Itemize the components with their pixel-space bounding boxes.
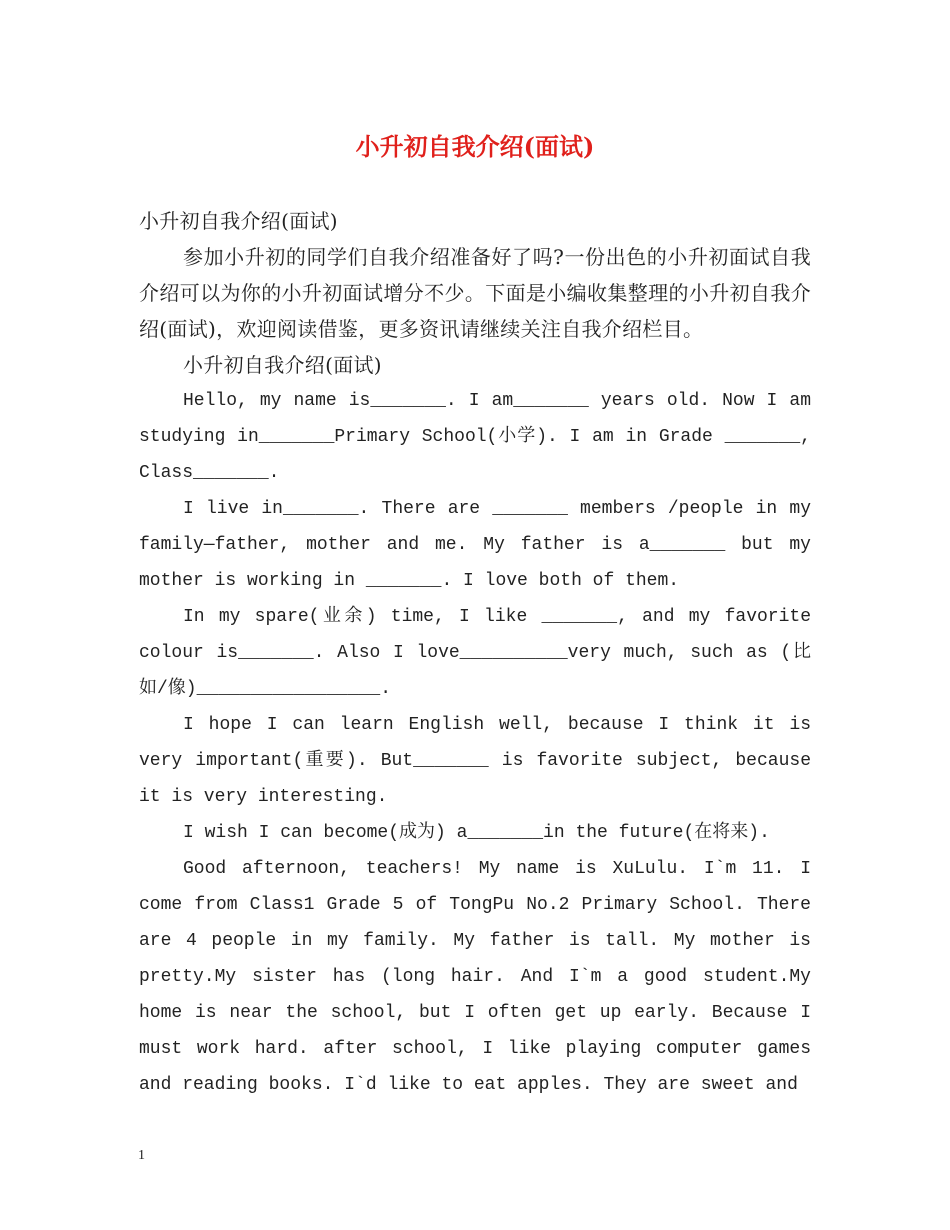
intro-paragraph: 参加小升初的同学们自我介绍准备好了吗?一份出色的小升初面试自我介绍可以为你的小升初面试增分不少。下面是小编收集整理的小升初自我介绍(面试)，欢迎阅读借鉴，更多资讯请继续关注自我介绍栏目。 — [139, 245, 811, 341]
subtitle: 小升初自我介绍(面试) — [139, 209, 338, 233]
page-number: 1 — [138, 1148, 145, 1163]
page-title: 小升初自我介绍(面试) — [355, 132, 595, 161]
body-paragraph: I live in_______. There are _______ members /people in my family—father, mother and me. My father is a_______ but my mother is working in _______. I love both of them. — [139, 499, 811, 591]
document-body — [139, 203, 811, 1103]
body-paragraph: Hello, my name is_______. I am_______ years old. Now I am studying in_______Primary School(小学). I am in Grade _______, Class_______. — [139, 391, 811, 483]
body-paragraph: Good afternoon, teachers! My name is XuLulu. I`m 11. I come from Class1 Grade 5 of TongPu No.2 Primary School. There are 4 people in my family. My father is tall. My mother is pretty.My sister has (long hair. And I`m a good student.My home is near the school, but I often get up early. Because I must work hard. after school, I like playing computer games and reading books. I`d like to eat apples. They are sweet and — [139, 859, 811, 1095]
body-paragraph: I hope I can learn English well, because I think it is very important(重要). But_______ is favorite subject, because it is very interesting. — [139, 715, 811, 807]
body-paragraph: I wish I can become(成为) a_______in the future(在将来). — [183, 823, 770, 843]
section-heading: 小升初自我介绍(面试) — [183, 353, 382, 377]
body-paragraph: In my spare(业余) time, I like _______, and my favorite colour is_______. Also I love__________very much, such as (比如/像)_________________. — [139, 607, 811, 699]
